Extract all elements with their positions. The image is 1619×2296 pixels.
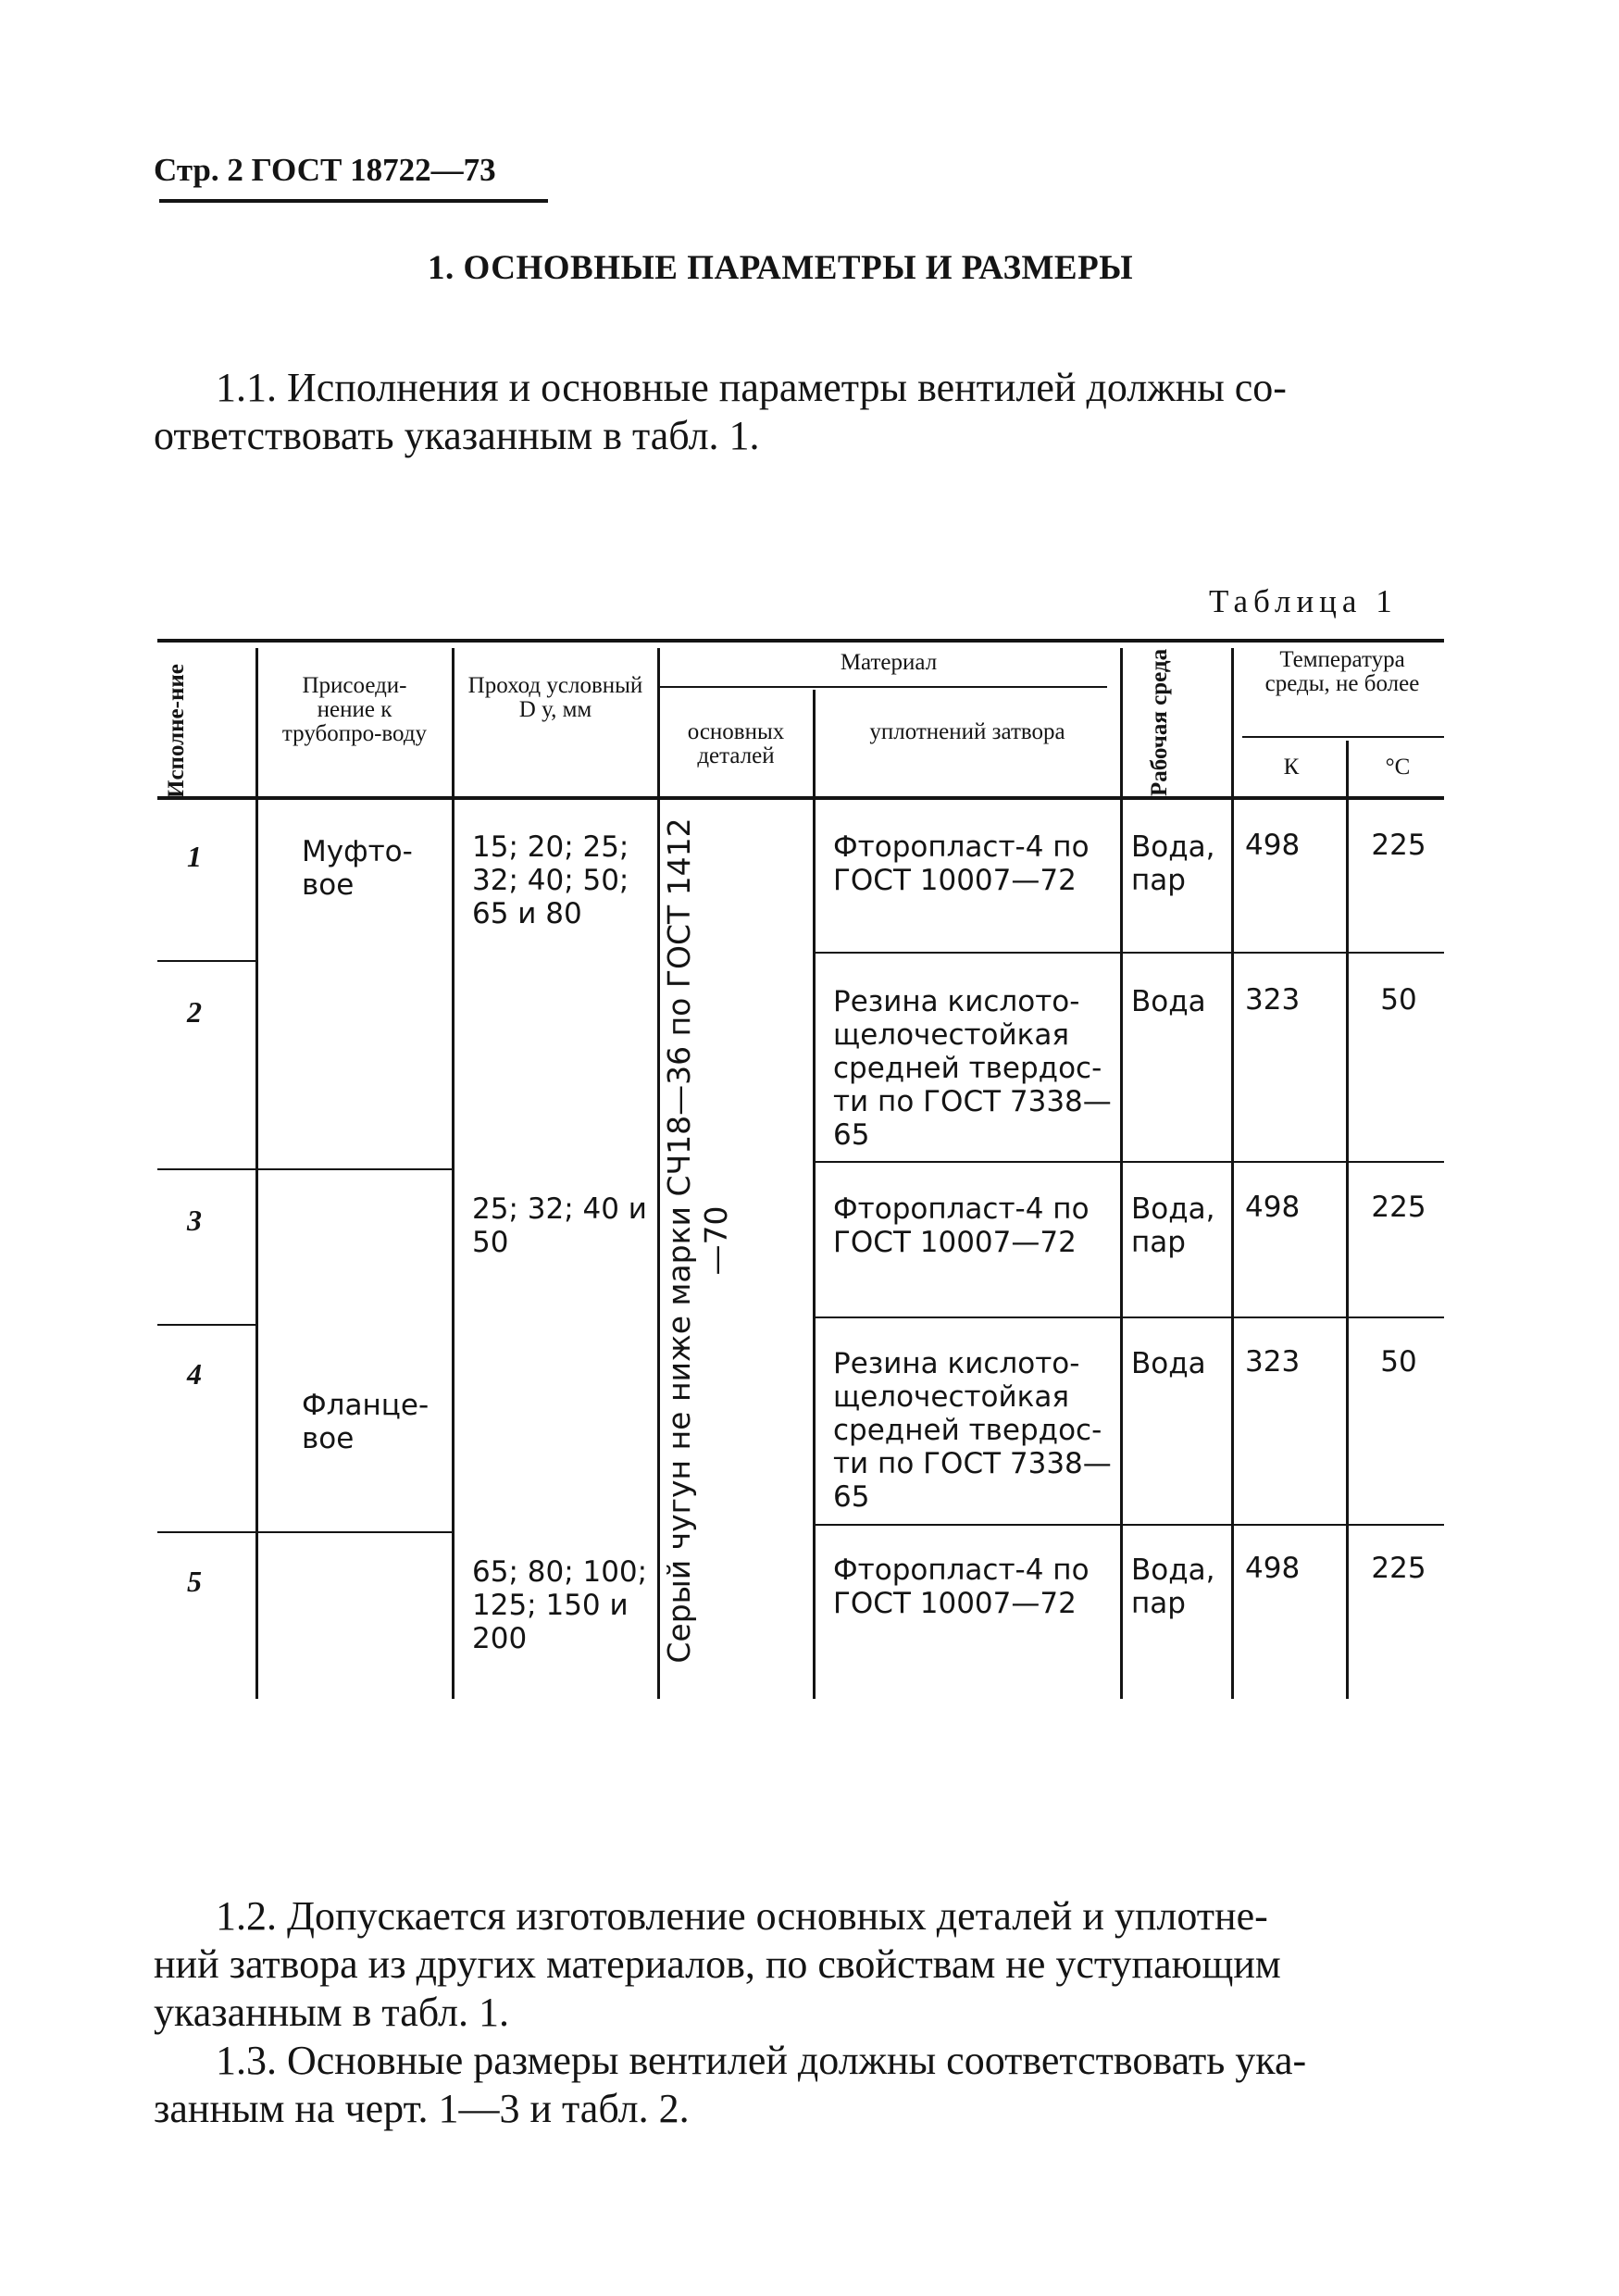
row-1-number: 1 [187, 840, 202, 873]
seal-row-1: Фторопласт-4 по ГОСТ 10007—72 [833, 830, 1090, 897]
col-rule-7 [1346, 741, 1349, 1699]
temp-k-row-3: 498 [1245, 1191, 1301, 1224]
row-2-number: 2 [187, 995, 202, 1029]
col-rule-6 [1231, 648, 1234, 1699]
paragraph-1-2-line-3: указанным в табл. 1. [154, 1990, 509, 2035]
medium-row-3: Вода, пар [1131, 1192, 1215, 1259]
paragraph-1-1-line-2: ответствовать указанным в табл. 1. [154, 413, 760, 458]
table-caption: Таблица 1 [1209, 583, 1398, 619]
col-rule-5 [1120, 648, 1123, 1699]
row-5-number: 5 [187, 1565, 202, 1598]
row-rule-1b [815, 952, 1444, 954]
row-rule-2b [815, 1161, 1444, 1163]
temp-c-row-2: 50 [1380, 983, 1417, 1017]
paragraph-1-3-line-2: занным на черт. 1—3 и табл. 2. [154, 2086, 690, 2131]
temp-c-row-3: 225 [1371, 1191, 1426, 1224]
medium-row-1: Вода, пар [1131, 830, 1215, 897]
row-rule-4b [815, 1524, 1444, 1526]
medium-row-4: Вода [1131, 1347, 1206, 1380]
col-rule-3 [657, 648, 660, 1699]
paragraph-1-1-line-1: 1.1. Исполнения и основные параметры вентилей должны со- [216, 365, 1287, 410]
col-rule-4 [813, 690, 816, 1699]
header-temperature: Температура среды, не более [1264, 647, 1420, 696]
paragraph-1-2-line-1: 1.2. Допускается изготовление основных деталей и уплотне- [216, 1893, 1268, 1939]
paragraph-1-2-line-2: ний затвора из других материалов, по свойствам не уступающим [154, 1941, 1281, 1987]
temp-k-row-4: 323 [1245, 1345, 1301, 1379]
col-rule-1 [255, 648, 258, 1699]
header-seal-material: уплотнений затвора [869, 719, 1065, 744]
row-rule-2a [157, 1168, 454, 1170]
connection-coupling: Муфто-вое [302, 835, 413, 902]
page-header: Стр. 2 ГОСТ 18722—73 [154, 152, 496, 188]
temperature-header-rule [1242, 736, 1444, 738]
medium-row-5: Вода, пар [1131, 1554, 1215, 1620]
header-temp-c: °С [1385, 755, 1411, 780]
seal-row-2: Резина кислото-щелочестойкая средней твердос-ти по ГОСТ 7338—65 [833, 985, 1112, 1152]
header-rule [159, 199, 548, 203]
paragraph-1-3-line-1: 1.3. Основные размеры вентилей должны соответствовать ука- [216, 2038, 1307, 2083]
material-header-rule [659, 686, 1107, 688]
header-connection: Присоеди-нение к трубопро-воду [281, 673, 428, 746]
header-variant: Исполне-ние [164, 664, 189, 798]
header-temp-k: К [1283, 755, 1300, 780]
row-rule-3b [815, 1316, 1444, 1318]
connection-flange: Фланце-вое [302, 1389, 430, 1455]
temp-c-row-4: 50 [1380, 1345, 1417, 1379]
header-medium: Рабочая среда [1147, 648, 1172, 796]
seal-row-3: Фторопласт-4 по ГОСТ 10007—72 [833, 1192, 1090, 1259]
row-rule-3a [157, 1324, 257, 1326]
main-material: Серый чугун не ниже марки СЧ18—36 по ГОСТ 1412—70 [661, 817, 734, 1664]
temp-k-row-2: 323 [1245, 983, 1301, 1017]
temp-c-row-1: 225 [1371, 829, 1426, 862]
medium-row-2: Вода [1131, 985, 1206, 1018]
temp-k-row-1: 498 [1245, 829, 1301, 862]
row-rule-1a [157, 960, 257, 962]
temp-c-row-5: 225 [1371, 1552, 1426, 1585]
passage-row-1: 15; 20; 25; 32; 40; 50; 65 и 80 [472, 830, 629, 930]
temp-k-row-5: 498 [1245, 1552, 1301, 1585]
row-3-number: 3 [187, 1204, 202, 1237]
passage-row-5: 65; 80; 100; 125; 150 и 200 [472, 1555, 648, 1655]
header-main-material: основных деталей [687, 719, 785, 768]
seal-row-5: Фторопласт-4 по ГОСТ 10007—72 [833, 1554, 1090, 1620]
col-rule-2 [452, 648, 455, 1699]
header-material: Материал [840, 650, 938, 675]
row-4-number: 4 [187, 1357, 202, 1391]
seal-row-4: Резина кислото-щелочестойкая средней твердос-ти по ГОСТ 7338—65 [833, 1347, 1112, 1514]
table-top-rule [157, 639, 1444, 643]
header-bottom-rule [157, 796, 1444, 800]
row-rule-4a [157, 1531, 454, 1533]
header-passage: Проход условный D у, мм [467, 673, 643, 722]
section-title: 1. ОСНОВНЫЕ ПАРАМЕТРЫ И РАЗМЕРЫ [428, 249, 1134, 287]
passage-row-3: 25; 32; 40 и 50 [472, 1192, 647, 1259]
